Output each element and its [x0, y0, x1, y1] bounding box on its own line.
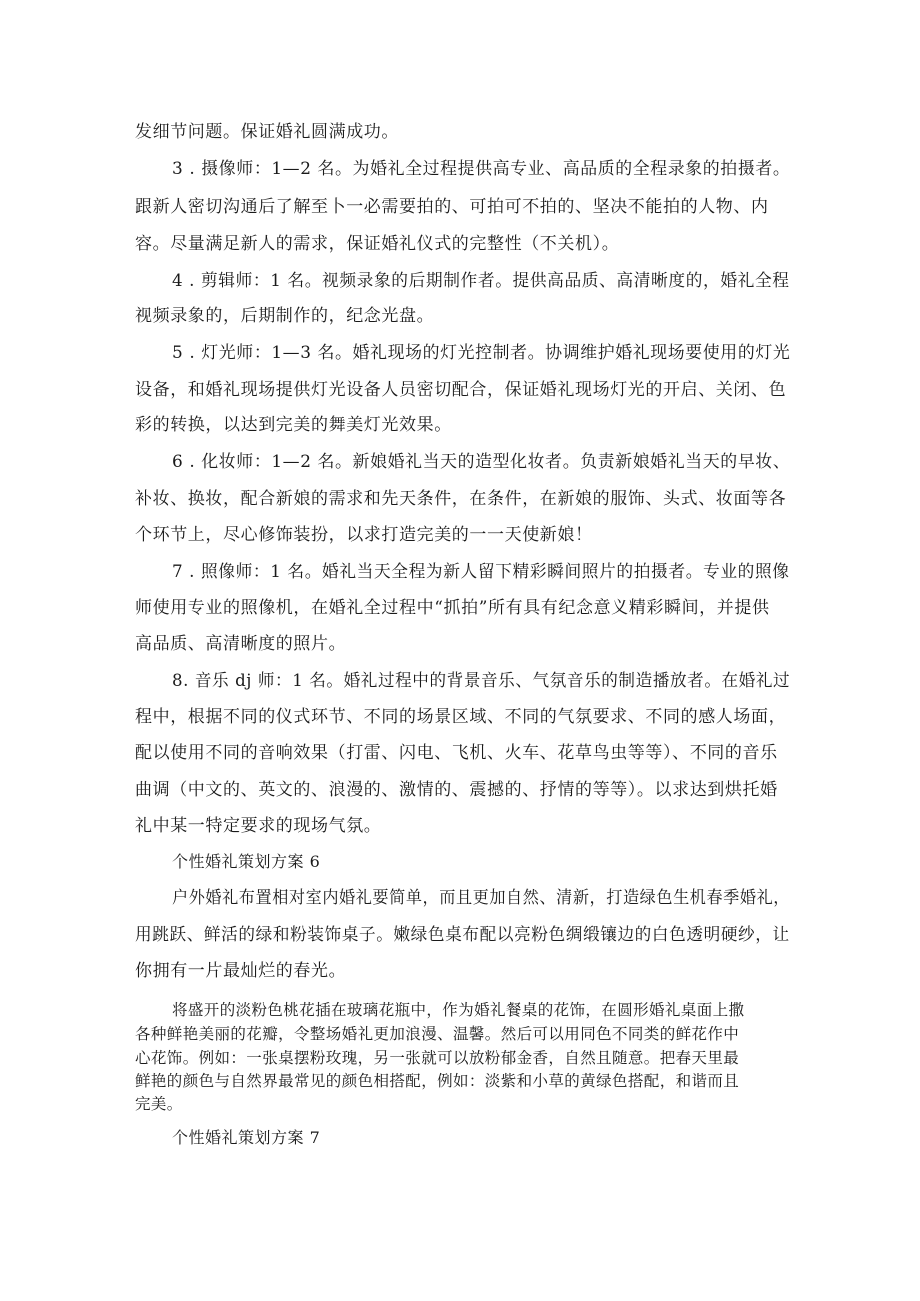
- section-heading: 个性婚礼策划方案 7: [172, 1128, 321, 1147]
- text-line: 师使用专业的照像机，在婚礼全过程中“抓拍”所有具有纪念意义精彩瞬间，并提供: [135, 598, 770, 618]
- text-line: 3 . 摄像师：1—2 名。为婚礼全过程提供高专业、高品质的全程录象的拍摄者。: [172, 159, 791, 179]
- text-line: 7 . 照像师：1 名。婚礼当天全程为新人留下精彩瞬间照片的拍摄者。专业的照像: [172, 562, 790, 582]
- text-line: 用跳跃、鲜活的绿和粉装饰桌子。嫩绿色桌布配以亮粉色绸缎镶边的白色透明硬纱，让: [135, 925, 790, 945]
- section-heading: 个性婚礼策划方案 6: [172, 852, 321, 871]
- text-line: 鲜艳的颜色与自然界最常见的颜色相搭配，例如：淡紫和小草的黄绿色搭配，和谐而且: [135, 1072, 740, 1090]
- text-line: 心花饰。例如：一张桌摆粉玫瑰，另一张就可以放粉郁金香，自然且随意。把春天里最: [135, 1049, 740, 1067]
- text-line: 曲调（中文的、英文的、浪漫的、激情的、震撼的、抒情的等等）。以求达到烘托婚: [135, 780, 778, 800]
- text-line: 补妆、换妆，配合新娘的需求和先天条件，在条件，在新娘的服饰、头式、妆面等各: [135, 489, 787, 509]
- text-line: 高品质、高清晰度的照片。: [135, 634, 347, 654]
- text-line: 各种鲜艳美丽的花瓣，令整场婚礼更加浪漫、温馨。然后可以用同色不同类的鲜花作中: [135, 1025, 740, 1043]
- text-line: 配以使用不同的音响效果（打雷、闪电、飞机、火车、花草鸟虫等等）、不同的音乐: [135, 743, 778, 763]
- text-line: 8. 音乐 dj 师：1 名。婚礼过程中的背景音乐、气氛音乐的制造播放者。在婚礼过: [172, 671, 791, 691]
- text-line: 发细节问题。保证婚礼圆满成功。: [135, 122, 399, 142]
- text-line: 户外婚礼布置相对室内婚礼要简单，而且更加自然、清新，打造绿色生机春季婚礼，: [172, 888, 790, 908]
- text-line: 个环节上，尽心修饰装扮，以求打造完美的一一天使新娘！: [135, 525, 593, 545]
- text-line: 彩的转换，以达到完美的舞美灯光效果。: [135, 415, 452, 435]
- text-line: 完美。: [135, 1095, 183, 1113]
- text-line: 跟新人密切沟通后了解至卜一必需要拍的、可拍可不拍的、坚决不能拍的人物、内: [135, 197, 769, 217]
- text-line: 礼中某一特定要求的现场气氛。: [135, 816, 382, 836]
- text-line: 容。尽量满足新人的需求，保证婚礼仪式的完整性（不关机）。: [135, 234, 620, 254]
- text-line: 6 . 化妆师：1—2 名。新娘婚礼当天的造型化妆者。负责新娘婚礼当天的早妆、: [172, 452, 791, 472]
- text-line: 你拥有一片最灿烂的春光。: [135, 961, 347, 981]
- text-line: 5 . 灯光师：1—3 名。婚礼现场的灯光控制者。协调维护婚礼现场要使用的灯光: [172, 343, 791, 363]
- text-line: 程中，根据不同的仪式环节、不同的场景区域、不同的气氛要求、不同的感人场面，: [135, 707, 787, 727]
- text-line: 视频录象的，后期制作的，纪念光盘。: [135, 306, 435, 326]
- text-line: 设备，和婚礼现场提供灯光设备人员密切配合，保证婚礼现场灯光的开启、关闭、色: [135, 380, 787, 400]
- text-line: 4 . 剪辑师：1 名。视频录象的后期制作者。提供高品质、高清晰度的，婚礼全程: [172, 271, 790, 291]
- text-line: 将盛开的淡粉色桃花插在玻璃花瓶中，作为婚礼餐桌的花饰，在圆形婚礼桌面上撒: [172, 1001, 745, 1019]
